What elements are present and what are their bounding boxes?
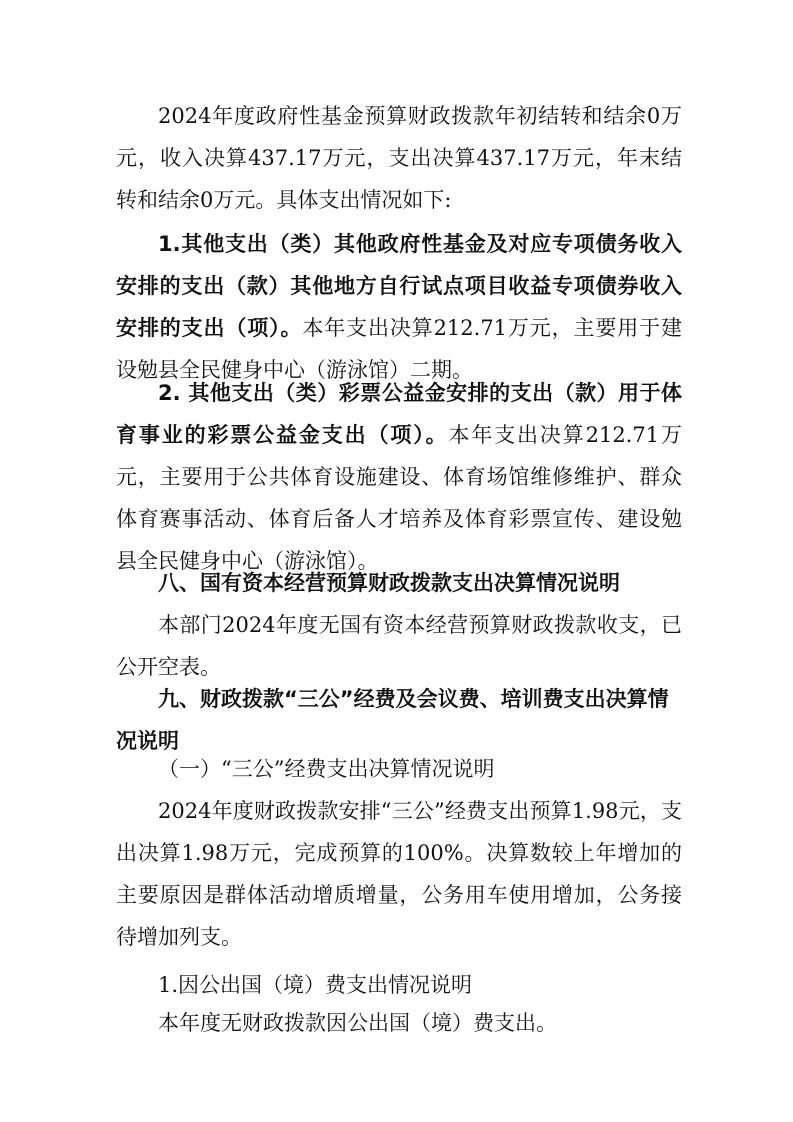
paragraph-fund-summary: 2024年度政府性基金预算财政拨款年初结转和结余0万元，收入决算437.17万元，支出决算437.17万元，年末结转和结余0万元。具体支出情况如下: <box>116 104 682 212</box>
item-1-text: 本年支出决算212.71万元，主要用于建设勉县全民健身中心（游泳馆）二期。 <box>116 316 683 382</box>
subsection-heading-1: （一）“三公”经费支出决算情况说明 <box>158 757 495 781</box>
section-heading-8: 八、国有资本经营预算财政拨款支出决算情况说明 <box>158 571 620 595</box>
paragraph-item-1 <box>116 223 682 391</box>
item-2-text: 本年支出决算212.71万元，主要用于公共体育设施建设、体育场馆维修维护、群众体育赛事活动、体育后备人才培养及体育彩票宣传、建设勉县全民健身中心（游泳馆）。 <box>116 423 682 573</box>
paragraph-overseas-expenses: 本年度无财政拨款因公出国（境）费支出。 <box>158 1011 557 1035</box>
paragraph-three-public-expenses: 2024年度财政拨款安排“三公”经费支出预算1.98元，支出决算1.98万元，完成预算的100%。决算数较上年增加的主要原因是群体活动增质增量，公务用车使用增加，公务接待增加列支。 <box>116 799 682 949</box>
paragraph-item-2 <box>116 372 682 582</box>
item-1-title: 1.其他支出（类）其他政府性基金及对应专项债务收入安排的支出（款）其他地方自行试点项目收益专项债券收入安排的支出（项）。 <box>116 232 682 340</box>
item-2-title: 2. 其他支出（类）彩票公益金安排的支出（款）用于体育事业的彩票公益金支出（项）。 <box>116 381 682 447</box>
subsection-heading-1-1: 1.因公出国（境）费支出情况说明 <box>158 973 473 997</box>
section-heading-9: 九、财政拨款“三公”经费及会议费、培训费支出决算情况说明 <box>116 687 669 753</box>
paragraph-section-8: 本部门2024年度无国有资本经营预算财政拨款收支，已公开空表。 <box>116 613 682 679</box>
